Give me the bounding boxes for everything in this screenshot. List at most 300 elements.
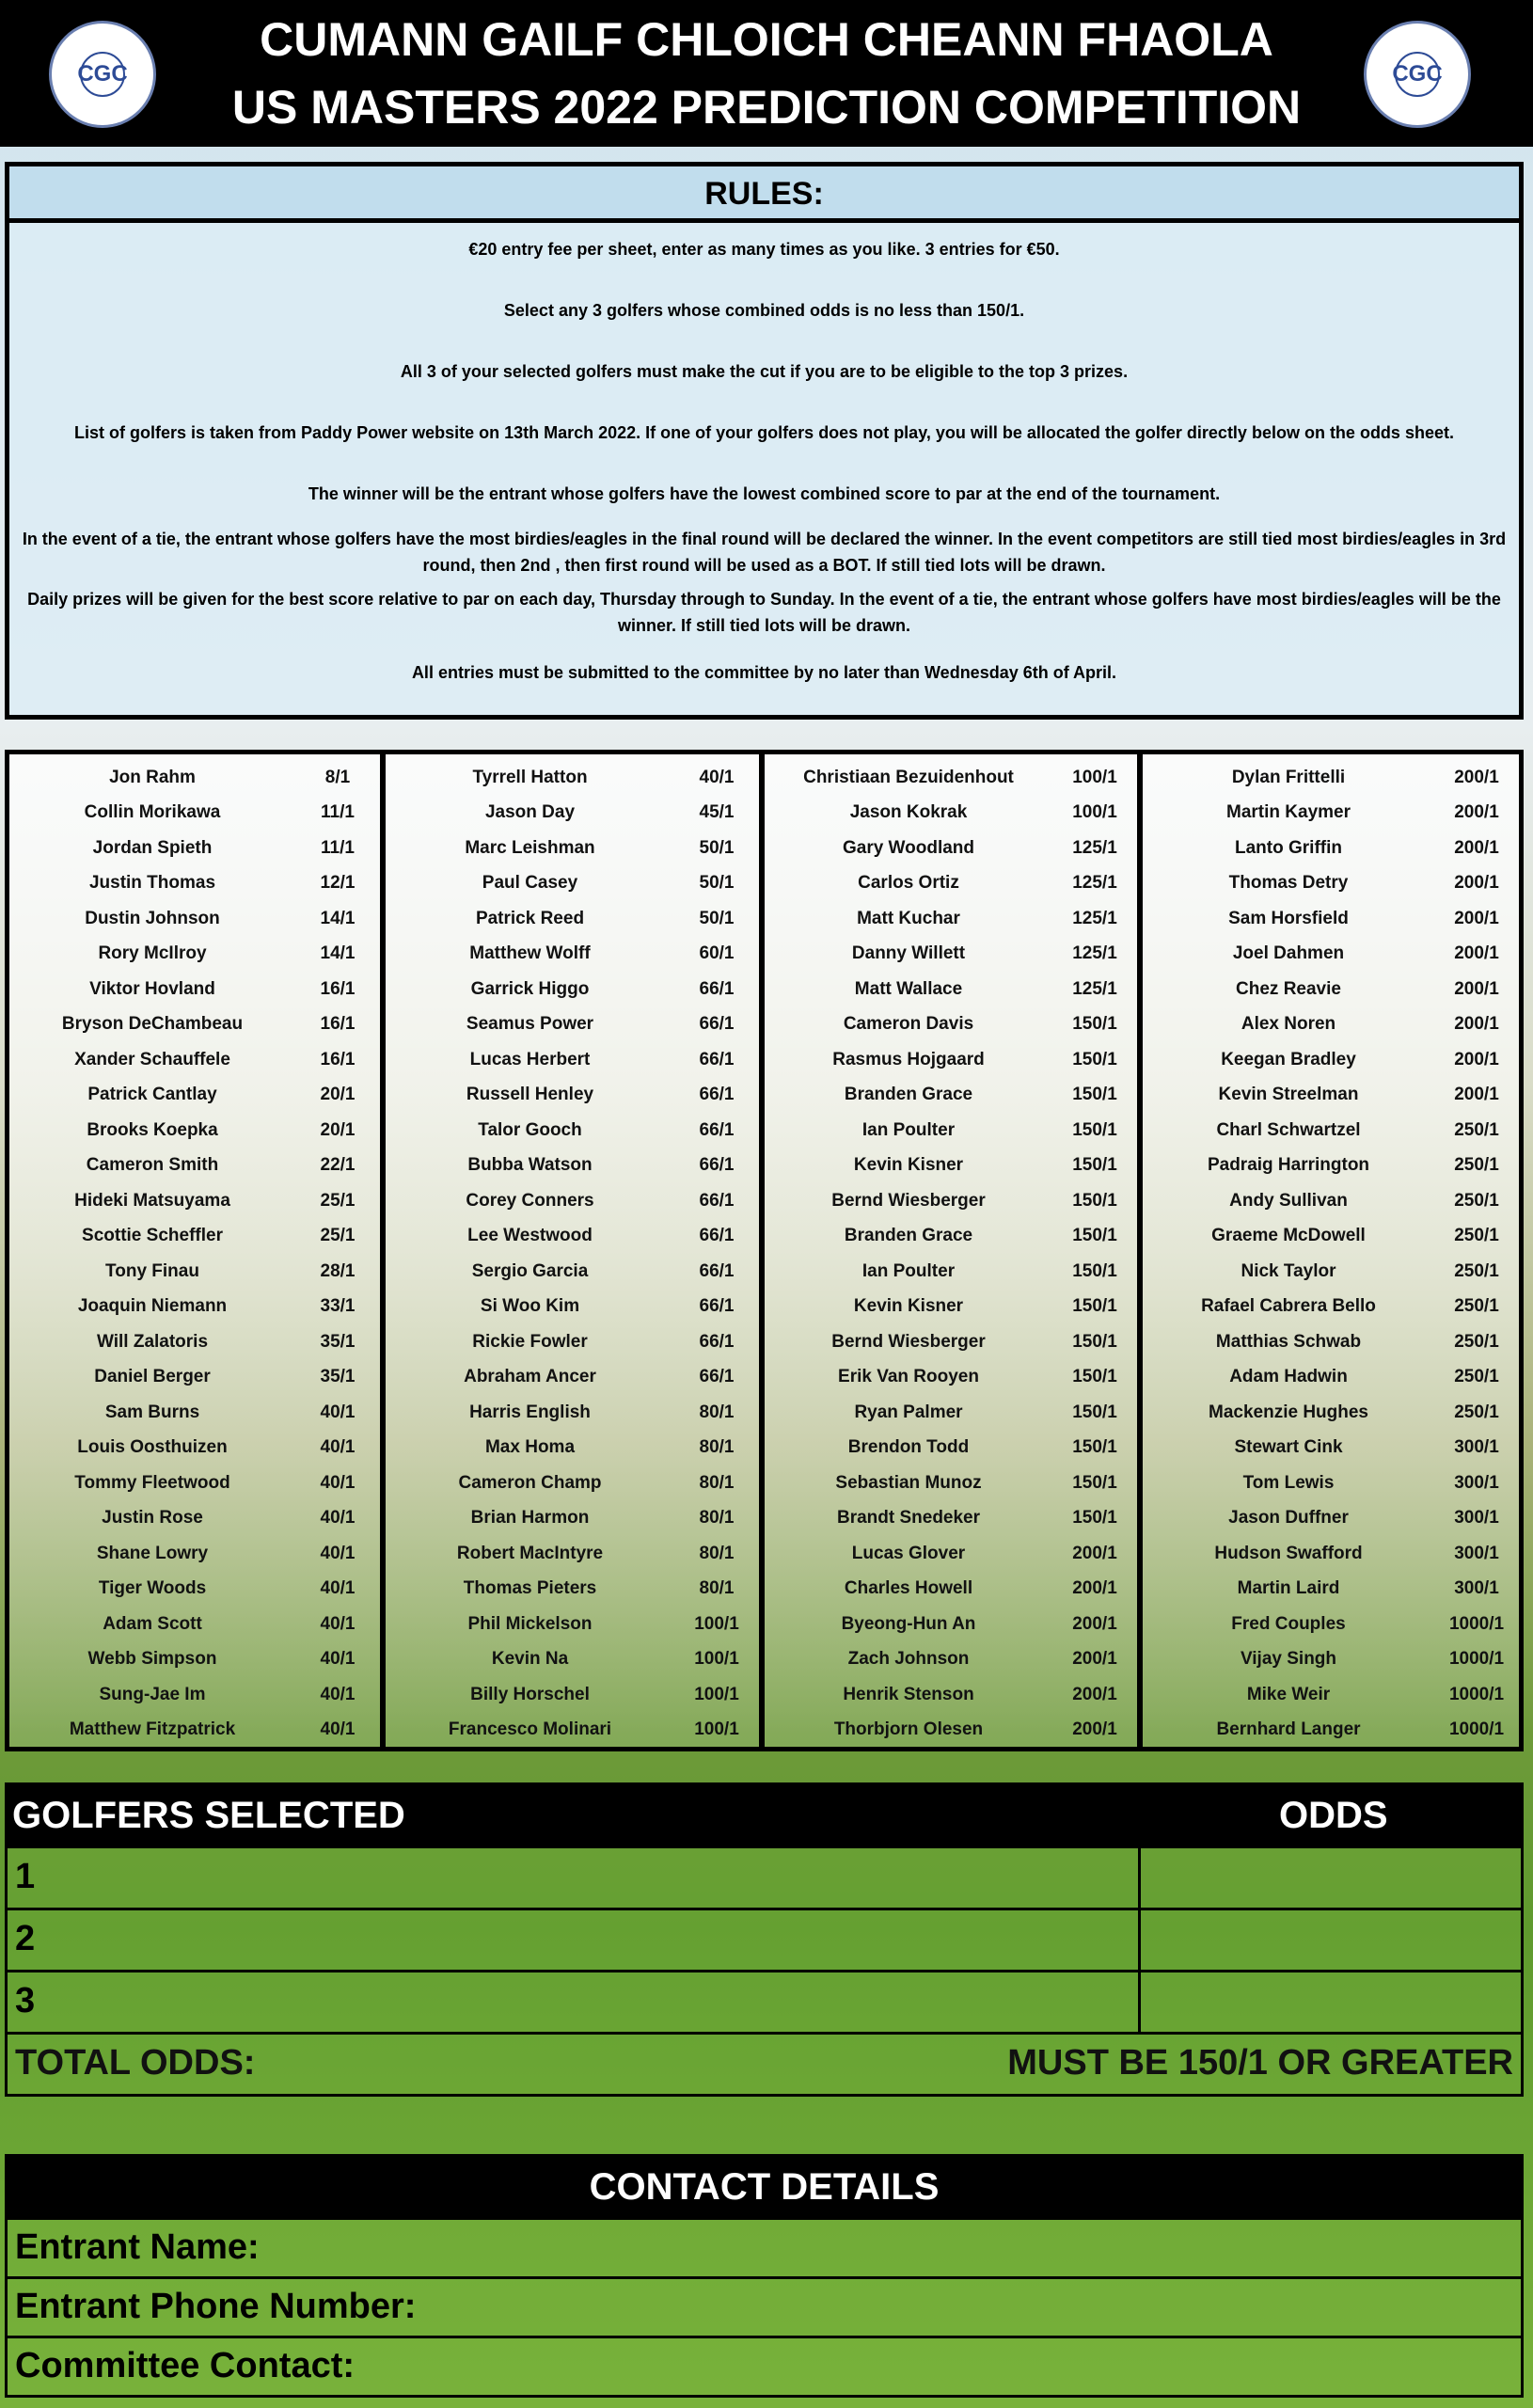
golfer-odds: 35/1 <box>320 1367 356 1387</box>
golfer-name: Francesco Molinari <box>448 1719 612 1740</box>
golfer-name: Kevin Na <box>491 1649 569 1670</box>
golfer-row <box>765 760 1137 796</box>
golfer-odds: 300/1 <box>1454 1578 1499 1599</box>
golfer-name: Martin Laird <box>1237 1578 1340 1599</box>
golfer-name: Tommy Fleetwood <box>74 1472 230 1493</box>
golfer-row <box>1143 1042 1519 1078</box>
golfer-name: Lee Westwood <box>467 1226 593 1246</box>
golfer-row <box>9 1324 380 1360</box>
golfer-name: Bubba Watson <box>467 1155 593 1176</box>
golfer-odds: 28/1 <box>320 1260 356 1281</box>
golfer-odds: 66/1 <box>699 1367 735 1387</box>
golfer-name: Seamus Power <box>466 1014 594 1035</box>
golfer-name: Mackenzie Hughes <box>1209 1402 1368 1422</box>
golfer-odds: 200/1 <box>1072 1649 1117 1670</box>
golfer-name: Matthew Fitzpatrick <box>69 1719 236 1740</box>
golfer-odds: 1000/1 <box>1448 1613 1505 1634</box>
golfer-name: Cameron Champ <box>458 1472 602 1493</box>
golfer-row <box>9 901 380 937</box>
golfer-odds: 40/1 <box>320 1719 356 1740</box>
golfer-row <box>9 1572 380 1608</box>
golfer-name: Louis Oosthuizen <box>77 1437 228 1458</box>
golfer-odds: 11/1 <box>321 837 355 858</box>
golfer-name: Graeme McDowell <box>1211 1226 1366 1246</box>
total-odds-note: MUST BE 150/1 OR GREATER <box>1007 2043 1513 2083</box>
golfer-odds: 40/1 <box>320 1649 356 1670</box>
golfer-row <box>386 1395 759 1431</box>
golfer-row <box>386 1607 759 1642</box>
selection-1-field[interactable]: 1 <box>8 1848 1141 1908</box>
golfer-odds: 250/1 <box>1454 1260 1499 1281</box>
golfer-row <box>386 1219 759 1255</box>
golfer-odds: 200/1 <box>1072 1613 1117 1634</box>
golfer-odds: 25/1 <box>320 1226 356 1246</box>
golfer-odds: 45/1 <box>699 802 735 823</box>
golfer-row <box>1143 1572 1519 1608</box>
club-logo-left <box>49 21 156 128</box>
golfer-name: Daniel Berger <box>94 1367 211 1387</box>
golfer-odds: 125/1 <box>1072 978 1117 999</box>
golfer-odds: 80/1 <box>699 1508 735 1529</box>
golfer-row <box>1143 1078 1519 1114</box>
golfer-odds: 200/1 <box>1454 908 1499 928</box>
golfer-odds: 66/1 <box>699 1014 735 1035</box>
golfer-name: Nick Taylor <box>1241 1260 1336 1281</box>
golfer-row <box>765 1219 1137 1255</box>
committee-contact-field[interactable]: Committee Contact: <box>5 2338 1524 2398</box>
title-line-2: US MASTERS 2022 PREDICTION COMPETITION <box>231 81 1302 134</box>
golfer-row <box>9 1607 380 1642</box>
golfer-row <box>9 1465 380 1501</box>
golfer-row <box>1143 1290 1519 1325</box>
golfer-name: Jason Kokrak <box>849 802 968 823</box>
rule-item: All 3 of your selected golfers must make the cut if you are to be eligible to the top 3 prizes. <box>400 362 1129 381</box>
golfer-row <box>9 1713 380 1749</box>
golfer-name: Jordan Spieth <box>92 837 213 858</box>
golfer-odds: 150/1 <box>1072 1049 1117 1069</box>
golfer-name: Hideki Matsuyama <box>74 1190 230 1211</box>
golfer-odds: 16/1 <box>320 1014 356 1035</box>
golfer-odds: 125/1 <box>1072 943 1117 964</box>
rule-item: List of golfers is taken from Paddy Power website on 13th March 2022. If one of your golfers does not play, you will be allocated the golfer directly below on the odds sheet. <box>74 423 1454 442</box>
golfer-row <box>1143 1395 1519 1431</box>
golfer-row <box>386 1078 759 1114</box>
golfer-row <box>765 1465 1137 1501</box>
golfer-odds: 66/1 <box>699 1085 735 1105</box>
selection-2-field[interactable]: 2 <box>8 1910 1141 1970</box>
golfer-row <box>9 796 380 832</box>
golfer-name: Christiaan Bezuidenhout <box>803 767 1014 787</box>
golfer-row <box>386 1290 759 1325</box>
golfer-name: Brian Harmon <box>470 1508 590 1529</box>
golfer-odds: 200/1 <box>1454 837 1499 858</box>
golfer-name: Joel Dahmen <box>1232 943 1345 964</box>
golfer-odds: 16/1 <box>320 1049 356 1069</box>
golfer-odds: 20/1 <box>320 1119 356 1140</box>
golfer-odds: 150/1 <box>1072 1260 1117 1281</box>
golfer-row <box>386 1254 759 1290</box>
entrant-phone-field[interactable]: Entrant Phone Number: <box>5 2279 1524 2338</box>
golfer-row <box>1143 1254 1519 1290</box>
golfer-row <box>386 1324 759 1360</box>
golfer-odds: 300/1 <box>1454 1472 1499 1493</box>
rule-item: Daily prizes will be given for the best score relative to par on each day, Thursday through to Sunday. In the event of a tie, the entrant whose golfers have most birdies/eagles will be the winner. If still tied lots will be drawn. <box>27 590 1501 635</box>
golfer-row <box>1143 972 1519 1007</box>
golfer-name: Tiger Woods <box>98 1578 207 1599</box>
golfer-name: Brandt Snedeker <box>836 1508 981 1529</box>
golfer-row <box>765 1431 1137 1466</box>
golfer-name: Branden Grace <box>844 1226 973 1246</box>
golfer-row <box>765 866 1137 902</box>
golfer-odds: 150/1 <box>1072 1155 1117 1176</box>
golfer-name: Corey Conners <box>466 1190 594 1211</box>
golfer-row <box>765 972 1137 1007</box>
selection-3-field[interactable]: 3 <box>8 1972 1141 2032</box>
golfer-name: Harris English <box>469 1402 591 1422</box>
golfer-row <box>1143 1607 1519 1642</box>
golfer-row <box>1143 937 1519 973</box>
golfer-row <box>9 1254 380 1290</box>
golfer-name: Viktor Hovland <box>89 978 215 999</box>
golfer-odds: 12/1 <box>320 873 356 894</box>
golfer-odds: 125/1 <box>1072 908 1117 928</box>
golfer-name: Sung-Jae Im <box>99 1684 206 1704</box>
golfer-name: Matt Kuchar <box>857 908 960 928</box>
golfer-row <box>9 1290 380 1325</box>
golfer-name: Erik Van Rooyen <box>838 1367 979 1387</box>
golfer-row <box>386 1713 759 1749</box>
golfer-odds: 1000/1 <box>1448 1649 1505 1670</box>
golfer-name: Keegan Bradley <box>1221 1049 1356 1069</box>
golfer-odds: 300/1 <box>1454 1543 1499 1563</box>
golfer-odds: 66/1 <box>699 1190 735 1211</box>
golfer-name: Kevin Streelman <box>1218 1085 1359 1105</box>
golfer-name: Shane Lowry <box>96 1543 209 1563</box>
golfer-row <box>386 937 759 973</box>
golfer-name: Tom Lewis <box>1242 1472 1335 1493</box>
golfer-odds: 50/1 <box>699 873 735 894</box>
golfer-row <box>386 760 759 796</box>
golfer-odds: 150/1 <box>1072 1367 1117 1387</box>
golfer-name: Gary Woodland <box>842 837 975 858</box>
golfer-row <box>1143 866 1519 902</box>
golfer-row <box>765 1572 1137 1608</box>
golfer-odds: 100/1 <box>694 1649 739 1670</box>
golfer-name: Justin Rose <box>102 1508 203 1529</box>
golfer-name: Sam Burns <box>104 1402 200 1422</box>
golfer-name: Scottie Scheffler <box>82 1226 223 1246</box>
golfer-row <box>386 1183 759 1219</box>
golfer-name: Kevin Kisner <box>853 1296 964 1317</box>
golfer-row <box>386 1536 759 1572</box>
golfer-row <box>9 866 380 902</box>
golfer-name: Webb Simpson <box>87 1649 217 1670</box>
golfer-row <box>765 1642 1137 1678</box>
golfer-odds: 66/1 <box>699 1155 735 1176</box>
golfer-row <box>9 1149 380 1184</box>
golfer-row <box>1143 1431 1519 1466</box>
golfer-odds: 80/1 <box>699 1543 735 1563</box>
golfer-row <box>765 1501 1137 1537</box>
golfer-name: Abraham Ancer <box>464 1367 596 1387</box>
golfer-row <box>1143 1536 1519 1572</box>
golfer-odds: 200/1 <box>1454 802 1499 823</box>
golfer-row <box>765 1113 1137 1149</box>
golfer-odds: 8/1 <box>324 767 351 787</box>
golfer-name: Charl Schwartzel <box>1216 1119 1361 1140</box>
golfer-odds: 200/1 <box>1454 1049 1499 1069</box>
golfer-name: Padraig Harrington <box>1207 1155 1370 1176</box>
golfer-name: Vijay Singh <box>1240 1649 1337 1670</box>
golfer-row <box>9 1219 380 1255</box>
title-line-1: CUMANN GAILF CHLOICH CHEANN FHAOLA <box>260 13 1273 66</box>
golfer-odds: 25/1 <box>320 1190 356 1211</box>
golfer-odds: 40/1 <box>320 1508 356 1529</box>
golfer-name: Stewart Cink <box>1234 1437 1343 1458</box>
golfer-name: Tyrrell Hatton <box>472 767 588 787</box>
golfer-odds: 66/1 <box>699 1296 735 1317</box>
golfer-row <box>9 1078 380 1114</box>
golfer-odds: 40/1 <box>320 1437 356 1458</box>
golfer-column <box>1143 754 1519 1747</box>
golfer-row <box>9 1642 380 1678</box>
golfer-odds: 250/1 <box>1454 1119 1499 1140</box>
golfer-name: Billy Horschel <box>470 1684 590 1704</box>
golfer-row <box>386 796 759 832</box>
golfer-row <box>9 1007 380 1043</box>
golfer-odds: 300/1 <box>1454 1437 1499 1458</box>
golfer-row <box>386 972 759 1007</box>
golfer-row <box>9 1536 380 1572</box>
golfer-odds: 66/1 <box>699 978 735 999</box>
golfer-odds: 20/1 <box>320 1085 356 1105</box>
golfer-row <box>386 1642 759 1678</box>
golfer-row <box>386 831 759 866</box>
golfer-odds: 200/1 <box>1454 873 1499 894</box>
golfer-row <box>386 1501 759 1537</box>
golfer-row <box>765 1183 1137 1219</box>
golfer-row <box>386 901 759 937</box>
contact-details-section <box>5 2154 1524 2398</box>
golfer-odds: 250/1 <box>1454 1155 1499 1176</box>
golfer-row <box>765 1360 1137 1396</box>
golfer-name: Tony Finau <box>105 1260 199 1281</box>
club-logo-right <box>1364 21 1471 128</box>
golfer-odds: 80/1 <box>699 1402 735 1422</box>
logo-initials: CGC <box>80 52 125 97</box>
golfer-row <box>1143 1642 1519 1678</box>
golfer-odds: 66/1 <box>699 1119 735 1140</box>
selection-1-odds-field[interactable] <box>1141 1848 1521 1908</box>
rule-item: In the event of a tie, the entrant whose golfers have the most birdies/eagles in the final round will be declared the winner. In the event competitors are still tied most birdies/eagles in 3rd round, then 2nd , then first round will be used as a BOT. If still tied lots will be drawn. <box>22 530 1507 575</box>
golfer-odds: 80/1 <box>699 1578 735 1599</box>
golfer-row <box>386 1113 759 1149</box>
golfer-row <box>9 1042 380 1078</box>
header <box>0 0 1533 147</box>
golfer-name: Andy Sullivan <box>1229 1190 1348 1211</box>
golfer-name: Henrik Stenson <box>843 1684 974 1704</box>
golfer-name: Rory McIlroy <box>98 943 207 964</box>
golfer-name: Cameron Smith <box>86 1155 219 1176</box>
golfer-row <box>765 1007 1137 1043</box>
golfer-row <box>765 1536 1137 1572</box>
golfer-row <box>386 1042 759 1078</box>
golfer-row <box>9 1677 380 1713</box>
golfer-name: Dustin Johnson <box>85 908 220 928</box>
golfer-name: Ian Poulter <box>861 1260 956 1281</box>
golfer-name: Joaquin Niemann <box>77 1296 228 1317</box>
golfer-odds: 40/1 <box>320 1402 356 1422</box>
rules-box <box>5 162 1524 720</box>
golfer-odds: 1000/1 <box>1448 1684 1505 1704</box>
golfer-name: Byeong-Hun An <box>841 1613 976 1634</box>
golfer-name: Patrick Cantlay <box>87 1085 217 1105</box>
golfers-selected-heading: GOLFERS SELECTED <box>12 1795 405 1836</box>
golfer-name: Rasmus Hojgaard <box>832 1049 985 1069</box>
golfer-odds: 150/1 <box>1072 1085 1117 1105</box>
golfer-name: Matt Wallace <box>854 978 963 999</box>
golfer-name: Sebastian Munoz <box>835 1472 982 1493</box>
golfer-odds: 40/1 <box>320 1578 356 1599</box>
total-odds-label: TOTAL ODDS: <box>15 2043 256 2083</box>
golfer-row <box>9 972 380 1007</box>
golfer-row <box>1143 901 1519 937</box>
golfer-odds: 200/1 <box>1072 1578 1117 1599</box>
golfer-row <box>9 1113 380 1149</box>
golfer-odds: 22/1 <box>320 1155 356 1176</box>
golfer-row <box>765 1607 1137 1642</box>
golfer-odds: 100/1 <box>694 1613 739 1634</box>
golfer-name: Branden Grace <box>844 1085 973 1105</box>
golfer-row <box>386 1149 759 1184</box>
selection-3-odds-field[interactable] <box>1141 1972 1521 2032</box>
golfer-row <box>1143 1501 1519 1537</box>
golfer-odds: 40/1 <box>320 1472 356 1493</box>
golfer-name: Lanto Griffin <box>1235 837 1342 858</box>
golfer-name: Paul Casey <box>482 873 578 894</box>
golfer-row <box>9 1501 380 1537</box>
golfer-name: Alex Noren <box>1241 1014 1336 1035</box>
golfer-row <box>386 1572 759 1608</box>
golfer-odds: 200/1 <box>1072 1684 1117 1704</box>
golfer-row <box>765 1254 1137 1290</box>
golfer-odds: 14/1 <box>320 943 356 964</box>
golfer-odds: 50/1 <box>699 908 735 928</box>
golfer-name: Justin Thomas <box>88 873 216 894</box>
golfer-odds: 40/1 <box>320 1613 356 1634</box>
golfer-name: Bernhard Langer <box>1216 1719 1361 1740</box>
golfer-name: Lucas Herbert <box>469 1049 591 1069</box>
golfer-name: Thomas Pieters <box>463 1578 597 1599</box>
golfer-name: Jon Rahm <box>109 767 196 787</box>
golfer-name: Bryson DeChambeau <box>61 1014 244 1035</box>
golfer-name: Patrick Reed <box>475 908 585 928</box>
golfer-column <box>765 754 1143 1747</box>
golfer-row <box>9 937 380 973</box>
golfer-odds: 200/1 <box>1072 1543 1117 1563</box>
golfer-name: Will Zalatoris <box>96 1331 209 1352</box>
golfer-row <box>1143 1324 1519 1360</box>
golfer-name: Robert MacIntyre <box>456 1543 604 1563</box>
golfer-odds: 80/1 <box>699 1472 735 1493</box>
golfer-row <box>1143 1219 1519 1255</box>
golfer-odds: 250/1 <box>1454 1296 1499 1317</box>
golfer-name: Bernd Wiesberger <box>831 1190 986 1211</box>
golfer-row <box>765 1395 1137 1431</box>
golfer-odds: 125/1 <box>1072 873 1117 894</box>
golfer-name: Sam Horsfield <box>1228 908 1349 928</box>
golfer-odds: 40/1 <box>320 1684 356 1704</box>
golfer-row <box>386 1360 759 1396</box>
golfer-odds: 150/1 <box>1072 1437 1117 1458</box>
golfer-name: Dylan Frittelli <box>1231 767 1346 787</box>
golfers-selected-section <box>5 1782 1524 2097</box>
golfer-odds: 150/1 <box>1072 1190 1117 1211</box>
golfer-row <box>9 1183 380 1219</box>
golfer-row <box>765 1677 1137 1713</box>
golfer-odds: 100/1 <box>694 1719 739 1740</box>
golfer-row <box>765 831 1137 866</box>
golfer-odds: 150/1 <box>1072 1331 1117 1352</box>
golfer-row <box>9 1360 380 1396</box>
golfer-name: Xander Schauffele <box>74 1049 230 1069</box>
golfer-odds: 1000/1 <box>1448 1719 1505 1740</box>
golfer-odds: 150/1 <box>1072 1119 1117 1140</box>
golfer-column <box>9 754 386 1747</box>
golfer-name: Lucas Glover <box>851 1543 966 1563</box>
golfer-odds: 200/1 <box>1454 767 1499 787</box>
golfer-row <box>1143 1113 1519 1149</box>
golfer-name: Si Woo Kim <box>480 1296 580 1317</box>
golfer-row <box>1143 1465 1519 1501</box>
golfer-name: Jason Duffner <box>1228 1508 1349 1529</box>
golfer-name: Charles Howell <box>844 1578 973 1599</box>
golfer-row <box>9 1395 380 1431</box>
golfer-odds: 33/1 <box>320 1296 356 1317</box>
logo-initials: CGC <box>1395 52 1440 97</box>
golfer-odds: 200/1 <box>1072 1719 1117 1740</box>
golfer-name: Russell Henley <box>466 1085 594 1105</box>
golfer-row <box>1143 796 1519 832</box>
golfer-name: Kevin Kisner <box>853 1155 964 1176</box>
golfer-name: Max Homa <box>484 1437 576 1458</box>
golfer-name: Talor Gooch <box>478 1119 582 1140</box>
rule-item: Select any 3 golfers whose combined odds is no less than 150/1. <box>503 301 1025 320</box>
golfer-name: Brendon Todd <box>847 1437 970 1458</box>
golfer-odds: 200/1 <box>1454 1014 1499 1035</box>
golfer-row <box>765 1324 1137 1360</box>
golfer-row <box>765 1713 1137 1749</box>
golfer-name: Zach Johnson <box>847 1649 970 1670</box>
golfer-name: Ian Poulter <box>861 1119 956 1140</box>
golfer-row <box>386 1465 759 1501</box>
golfer-odds: 66/1 <box>699 1226 735 1246</box>
golfer-name: Garrick Higgo <box>470 978 590 999</box>
selection-2-odds-field[interactable] <box>1141 1910 1521 1970</box>
golfer-name: Danny Willett <box>851 943 966 964</box>
golfer-odds: 40/1 <box>699 767 735 787</box>
golfer-row <box>386 1007 759 1043</box>
golfer-name: Chez Reavie <box>1236 978 1341 999</box>
golfer-name: Brooks Koepka <box>87 1119 218 1140</box>
entrant-name-field[interactable]: Entrant Name: <box>5 2220 1524 2279</box>
golfer-odds: 16/1 <box>320 978 356 999</box>
golfer-name: Phil Mickelson <box>467 1613 593 1634</box>
golfer-odds: 50/1 <box>699 837 735 858</box>
golfer-odds: 150/1 <box>1072 1472 1117 1493</box>
golfer-odds-table <box>5 750 1524 1751</box>
golfer-name: Mike Weir <box>1246 1684 1331 1704</box>
